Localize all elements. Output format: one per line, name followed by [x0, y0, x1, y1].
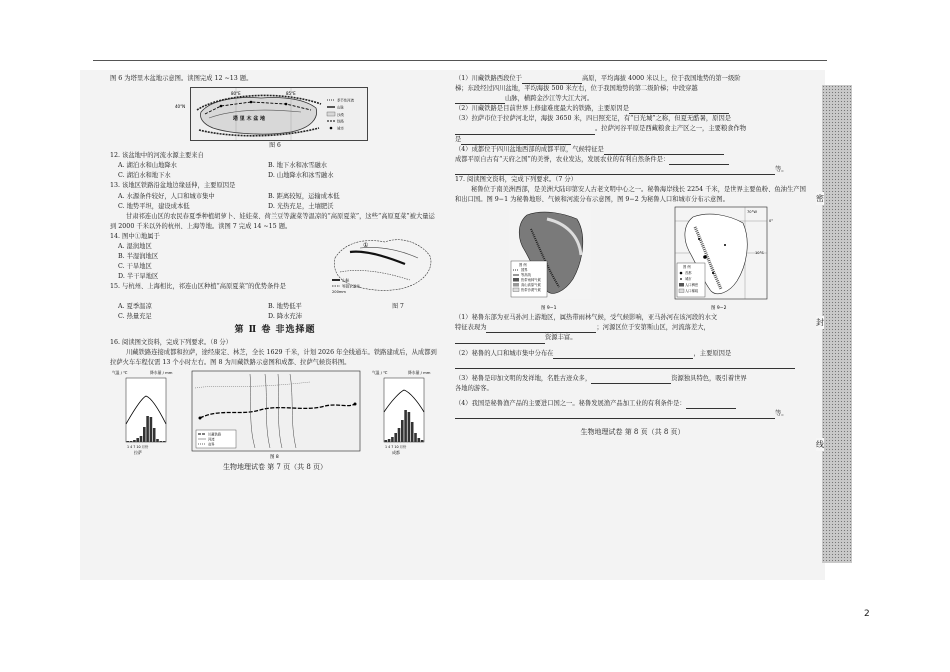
lhasa-climate-chart [112, 370, 173, 455]
answer-blank[interactable] [455, 411, 775, 419]
q17-1-line-1: （1）秘鲁东部为亚马孙河上游地区，属热带雨林气候，受气候影响，亚马孙河在该河段的水文 [455, 314, 718, 322]
q16-1-line-3 [455, 94, 810, 104]
q16-3-part-b: 。拉萨河谷平原是西藏粮食主产区之一，主要粮食作物 [595, 125, 747, 133]
q13-stem: 13. 该地区铁路沿盆地边缘延伸，主要原因是 [110, 182, 236, 190]
q17-1-line-3 [455, 333, 810, 343]
q14-stem: 14. 图中①地属于 [110, 232, 160, 240]
precip-bar [136, 438, 139, 442]
q17-stem: 17. 阅读图文资料，完成下列要求。（7 分） [455, 175, 577, 183]
precip-bar [160, 441, 163, 442]
q15-option-c: C. 热量充足 [118, 313, 152, 321]
precip-bar [421, 440, 424, 442]
fig8-legend-river: 河流 [208, 437, 215, 442]
chengdu-climate-chart [372, 370, 431, 455]
q14-option-c: C. 干旱地区 [118, 263, 152, 271]
exam-sheet [80, 70, 825, 580]
fig91-legend-1: 国界 [521, 268, 528, 273]
q17-3-line-2: 各地的游客。 [455, 384, 493, 392]
q17-4-line-1 [455, 399, 810, 409]
q16-passage: 川藏铁路连接成都和拉萨，途经康定、林芝，全长 1629 千米，计划 2026 年全线通车。铁路建成后，从成都到拉萨火车车程仅需 13 个小时左右。图 8 为川藏铁路示意图和成都、拉萨气候资料图。 [110, 349, 437, 367]
q16-4-part-a: （4）成都位于四川盆地西部的成都平原，气候特征是 [455, 145, 604, 153]
q16-1-line-2: 梯；东段经过四川盆地，平均海拔 500 米左右，位于我国地势的第二级阶梯；中段穿越 [455, 85, 698, 93]
q17-3-part-a: （3）秘鲁是印加文明的发祥地，名胜古迹众多， [455, 374, 592, 382]
q17-4-part-a: （4）我国是秘鲁渔产品的主要进口国之一。秘鲁发展渔产品加工业的有利条件是： [455, 399, 686, 407]
figure-9-1-terrain-map [509, 207, 591, 311]
precip-bar [394, 433, 397, 442]
fig8-axis-right-label: 降水量 / mm [150, 370, 173, 376]
q17-3-part-b: 资源独具特色，吸引着世界 [671, 374, 747, 382]
q16-3-part-c: 是 [455, 135, 462, 143]
precip-bar [411, 422, 414, 442]
q17-3-line-1 [455, 374, 810, 384]
tarim-map-svg [175, 88, 367, 140]
q16-3-part-a: （3）拉萨市位于拉萨河北岸，海拔 3650 米，四日照充足，有“日光城”之称，但夏无酷暑，原因是 [455, 115, 732, 123]
fig91-legend-5: 热带沙漠气候 [521, 288, 541, 293]
answer-blank[interactable] [455, 127, 595, 135]
q16-2-line-1 [455, 104, 810, 114]
fig92-lat-0: 0° [769, 219, 774, 224]
fig92-legend-2: 城市 [685, 277, 692, 282]
fig8-city-chengdu: 成都 [392, 450, 400, 456]
precip-bar [146, 416, 149, 442]
answer-blank[interactable] [629, 106, 729, 114]
figure-9 [455, 205, 810, 313]
precip-bar [127, 441, 130, 442]
footer-left: 生物地理试卷 第 7 页（共 8 页） [222, 463, 328, 472]
q12-option-c: C. 湖泊水和地下水 [118, 172, 171, 180]
top-rule [93, 60, 827, 61]
fig92-legend-4: 人口稀疏 [685, 289, 699, 294]
figure-8 [110, 368, 440, 462]
q15-option-a: A. 夏季温凉 [118, 302, 152, 310]
figure-8-svg [110, 368, 440, 462]
fig7-caption: 图 7 [392, 302, 404, 310]
q13-options [110, 192, 440, 212]
fig6-legend-4: 铁路 [337, 119, 344, 124]
answer-blank[interactable] [455, 336, 545, 344]
right-page [455, 70, 810, 437]
q16-3-line-1 [455, 114, 810, 124]
q16-4-line-2 [455, 155, 810, 165]
precip-bar [391, 437, 394, 442]
q17-1-part-c: ；河源区位于安第斯山区，河流落差大， [596, 324, 710, 332]
q17-passage: 秘鲁位于南美洲西部，是美洲大陆印第安人古老文明中心之一。秘鲁海岸线长 2254 千米，是世界主要鱼粉、鱼油生产国和出口国。图 9−1 为秘鲁地形、气候和河流分布示意图，图 9−2 为秘鲁人口和城市分布示意图。 [455, 186, 806, 204]
precip-bar [140, 436, 143, 442]
fig8-months-1: 1 4 7 10 月份 [127, 445, 149, 450]
q17-2-part-b: ，主要原因是 [693, 349, 732, 357]
fig8-legend-railway: 川藏铁路 [208, 432, 222, 437]
fig8-months-2: 1 4 7 10 月份 [385, 445, 407, 450]
fig92-legend-title: 图 例 [683, 265, 691, 270]
passage-14-15: 甘肃祁连山区的农民春夏季种植胡萝卜、娃娃菜、荷兰豆等蔬菜等温凉的“高原夏菜”，这些“高原夏菜”被大量运到 2000 千米以外的杭州、上海等地。读图 7 完成 14 ~15 题。 [110, 212, 435, 230]
answer-blank[interactable] [669, 157, 729, 165]
fig6-lat: 40°N [175, 104, 186, 110]
seal-char-2: 封 [816, 318, 824, 327]
fig6-legend-5: 城市 [337, 126, 344, 131]
q16-1-part-b: 高原，平均海拔 4000 米以上，位于我国地势的第一级阶 [581, 75, 741, 82]
answer-blank[interactable] [455, 96, 505, 104]
precip-bar [404, 410, 407, 442]
figure-9-2-population-map [675, 207, 773, 311]
q14-q15-text [110, 232, 320, 293]
precip-bar [143, 427, 146, 442]
seal-char-1: 密 [816, 194, 824, 203]
fig6-basin-label: 塔 里 木 盆 地 [233, 116, 265, 123]
precip-bar [385, 440, 388, 442]
answer-blank[interactable] [455, 361, 795, 369]
fig7-legend-2: 等降水量线 [342, 284, 360, 289]
fig6-legend-3: 沙漠 [337, 113, 344, 118]
precip-bar [414, 433, 417, 442]
answer-blank[interactable] [591, 376, 671, 384]
fig91-legend-3: 热带雨林气候 [521, 278, 541, 283]
precip-bar [156, 439, 159, 442]
figure-6-tarim-basin-map [175, 87, 368, 141]
q12-options [110, 161, 440, 181]
answer-blank[interactable] [686, 401, 736, 409]
page-number: 2 [864, 609, 870, 619]
fig92-lon-70w: 70°W [747, 210, 757, 215]
q17-2-part-a: （2）秘鲁的人口和城市集中分布在 [455, 349, 554, 357]
q14-option-d: D. 半干旱地区 [118, 273, 159, 281]
precip-bar [133, 440, 136, 442]
fig7-legend-3: 200mm [332, 289, 346, 294]
fig8-caption: 图 8 [270, 455, 279, 461]
precip-bar [388, 439, 391, 442]
q17-4-part-b: 等。 [775, 409, 788, 417]
q16-1-part-a: （1）川藏铁路西段位于 [455, 75, 522, 82]
q17-2-line-2 [455, 359, 810, 369]
precip-bar [163, 441, 166, 442]
fig8-axis-left-label: 气温 / ℃ [112, 370, 128, 376]
q17-4-line-2 [455, 409, 810, 419]
fig8-city-lhasa: 拉萨 [134, 450, 142, 456]
q17-2-line-1 [455, 349, 810, 359]
fig7-legend-1: 山脉 [342, 278, 350, 283]
answer-blank[interactable] [604, 147, 724, 155]
q15-stem: 15. 与杭州、上海相比，祁连山区种植“高原夏菜”的优势条件是 [110, 283, 286, 291]
sichuan-tibet-railway-map [192, 371, 360, 460]
q16-3-line-3 [455, 135, 810, 145]
answer-blank[interactable] [461, 137, 571, 145]
precip-bar [153, 428, 156, 442]
fig7-marker-1: ① [363, 241, 369, 249]
fig6-lon2: 85°E [286, 91, 296, 97]
qilian-map-svg [330, 228, 440, 298]
q16-1-part-d: 山脉，横跨金沙江等大江大河。 [505, 95, 594, 103]
fig6-caption: 图 6 [269, 142, 281, 150]
q13-option-a: A. 水源条件较好，人口和城市集中 [118, 192, 215, 200]
q15-option-b: B. 地势低平 [268, 302, 302, 310]
fig6-legend-2: 山脉 [337, 105, 344, 110]
q16-4-part-c: 等。 [775, 165, 788, 173]
q17-1-part-b: 特征表现为 [455, 324, 487, 332]
precip-bar [398, 428, 401, 442]
fig91-legend-2: 等高线 [521, 273, 531, 278]
q17-1-line-2 [455, 323, 810, 333]
figure-9-svg [455, 205, 810, 313]
answer-blank[interactable] [522, 76, 582, 84]
precip-bar [418, 438, 421, 442]
q15-option-d: D. 降水充沛 [268, 313, 303, 321]
fig8-legend-border: 省界 [208, 442, 215, 447]
q16-4-line-3 [455, 165, 810, 175]
precip-bar [130, 441, 133, 442]
fig91-caption: 图 9−1 [541, 306, 557, 312]
fig6-lon1: 80°E [231, 91, 241, 97]
footer-right: 生物地理试卷 第 8 页（共 8 页） [580, 428, 685, 437]
q16-4-line-1 [455, 145, 810, 155]
precip-bar [150, 417, 153, 442]
q16-2-part-a: （2）川藏铁路是目前世界上修建难度最大的铁路，主要原因是 [455, 105, 630, 113]
fig92-lat-10s: 10°S [755, 251, 764, 256]
q13-option-b: B. 距离较短，运输成本低 [268, 192, 340, 200]
q13-option-d: D. 光热充足，土壤肥沃 [268, 202, 334, 210]
q17-1-part-d: 资源丰富。 [545, 334, 577, 342]
q14-option-a: A. 湿润地区 [118, 243, 152, 251]
fig92-legend-3: 人口稠密 [685, 283, 699, 288]
fig8-axis-right-label-2: 降水量 / mm [408, 370, 431, 376]
section-title: 第 Ⅱ 卷 非选择题 [234, 325, 316, 336]
fig92-legend-1: 首都 [685, 271, 692, 276]
q12-stem: 12. 该盆地中的河流水源主要来自 [110, 152, 204, 160]
fig6-intro: 图 6 为塔里木盆地示意图。读图完成 12 ~13 题。 [110, 75, 253, 82]
fig91-legend-title: 图 例 [519, 263, 527, 268]
q12-option-b: B. 地下水和冰雪融水 [268, 162, 328, 170]
answer-blank[interactable] [553, 351, 693, 359]
fig6-legend-1: 季节性河流 [337, 98, 354, 103]
left-page [110, 70, 440, 473]
figure-7-qilian-map [330, 228, 440, 298]
q14-option-b: B. 半湿润地区 [118, 253, 159, 261]
q16-stem: 16. 阅读图文资料，完成下列要求。（8 分） [110, 339, 232, 347]
seal-margin-strip [822, 85, 852, 563]
answer-blank[interactable] [455, 167, 775, 175]
fig91-legend-4: 高山高原气候 [521, 283, 541, 288]
q12-option-d: D. 山地降水和冰雪融水 [268, 172, 334, 180]
q13-option-c: C. 地势平坦，建设成本低 [118, 202, 190, 210]
q14-q15-block [110, 232, 440, 302]
precip-bar [401, 420, 404, 442]
answer-blank[interactable] [486, 325, 596, 333]
seal-char-3: 线 [816, 440, 824, 449]
fig92-caption: 图 9−2 [711, 306, 727, 312]
q15-options [110, 302, 440, 322]
precip-bar [408, 412, 411, 442]
q16-1-line-1 [455, 74, 810, 84]
q12-option-a: A. 湖泊水和山地降水 [118, 162, 177, 170]
q16-3-line-2 [455, 124, 810, 134]
q16-4-part-b: 成都平原自古有“天府之国”的美誉，农业发达，发展农业的有利自然条件是： [455, 155, 670, 163]
fig8-axis-left-label-2: 气温 / ℃ [372, 370, 388, 376]
